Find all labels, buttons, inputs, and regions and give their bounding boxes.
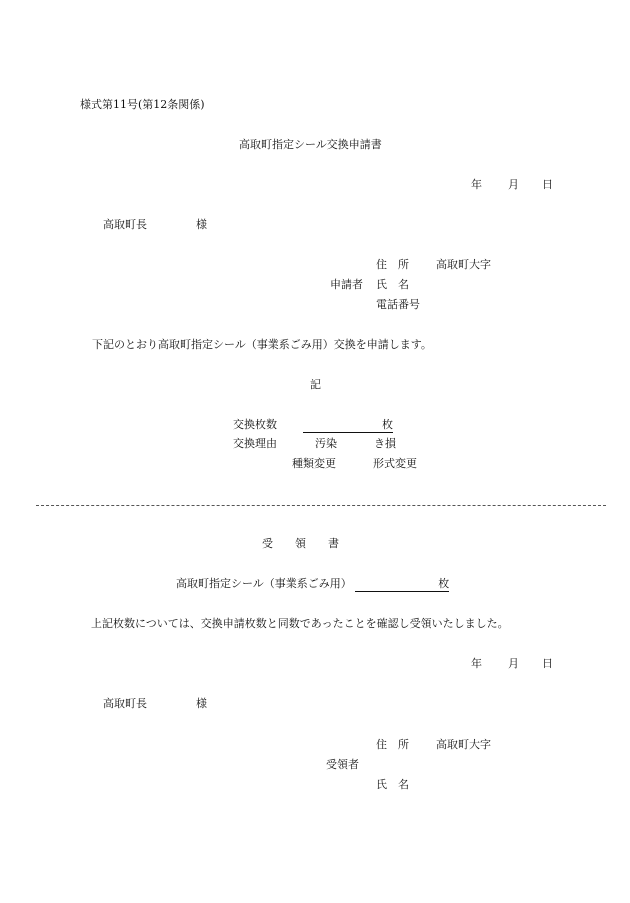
recipient-address-value: 高取町大字: [436, 738, 491, 751]
addressee-honorific: 様: [196, 218, 207, 231]
reason-option-damage[interactable]: き損: [374, 437, 396, 450]
recipient-address-label: 住 所: [376, 738, 409, 751]
receipt-count-unit: 枚: [438, 577, 450, 590]
receipt-title: 受 領 書: [262, 537, 339, 550]
applicant-phone-label: 電話番号: [376, 298, 420, 311]
exchange-count-unit: 枚: [382, 418, 393, 431]
applicant-address-label: 住 所: [376, 258, 409, 271]
recipient-role-label: 受領者: [326, 758, 359, 771]
ki-heading: 記: [310, 378, 321, 391]
recipient-name-label: 氏 名: [376, 778, 409, 791]
form-number: 様式第11号(第12条関係): [80, 98, 205, 111]
reason-option-contamination[interactable]: 汚染: [315, 437, 337, 450]
receipt-addressee-honorific: 様: [196, 697, 207, 710]
receipt-addressee-name: 高取町長: [103, 697, 147, 710]
applicant-name-label: 氏 名: [376, 278, 409, 291]
applicant-address-value: 高取町大字: [436, 258, 491, 271]
reason-option-format-change[interactable]: 形式変更: [373, 457, 417, 470]
application-body: 下記のとおり高取町指定シール（事業系ごみ用）交換を申請します。: [92, 338, 432, 351]
exchange-count-label: 交換枚数: [233, 418, 277, 431]
receipt-date-day: 日: [542, 657, 553, 670]
date-year: 年: [471, 178, 482, 191]
receipt-sticker-label: 高取町指定シール（事業系ごみ用）: [176, 577, 352, 590]
cut-line: [36, 505, 606, 506]
date-month: 月: [508, 178, 519, 191]
date-day: 日: [542, 178, 553, 191]
exchange-count-field[interactable]: [303, 418, 393, 433]
receipt-sticker-line: [176, 577, 449, 592]
application-title: 高取町指定シール交換申請書: [239, 138, 382, 151]
exchange-reason-label: 交換理由: [233, 437, 277, 450]
receipt-body: 上記枚数については、交換申請枚数と同数であったことを確認し受領いたしました。: [91, 617, 509, 630]
addressee-name: 高取町長: [103, 218, 147, 231]
reason-option-type-change[interactable]: 種類変更: [292, 457, 336, 470]
receipt-count-field[interactable]: [355, 577, 438, 592]
receipt-date-month: 月: [508, 657, 519, 670]
applicant-role-label: 申請者: [330, 278, 363, 291]
receipt-date-year: 年: [471, 657, 482, 670]
